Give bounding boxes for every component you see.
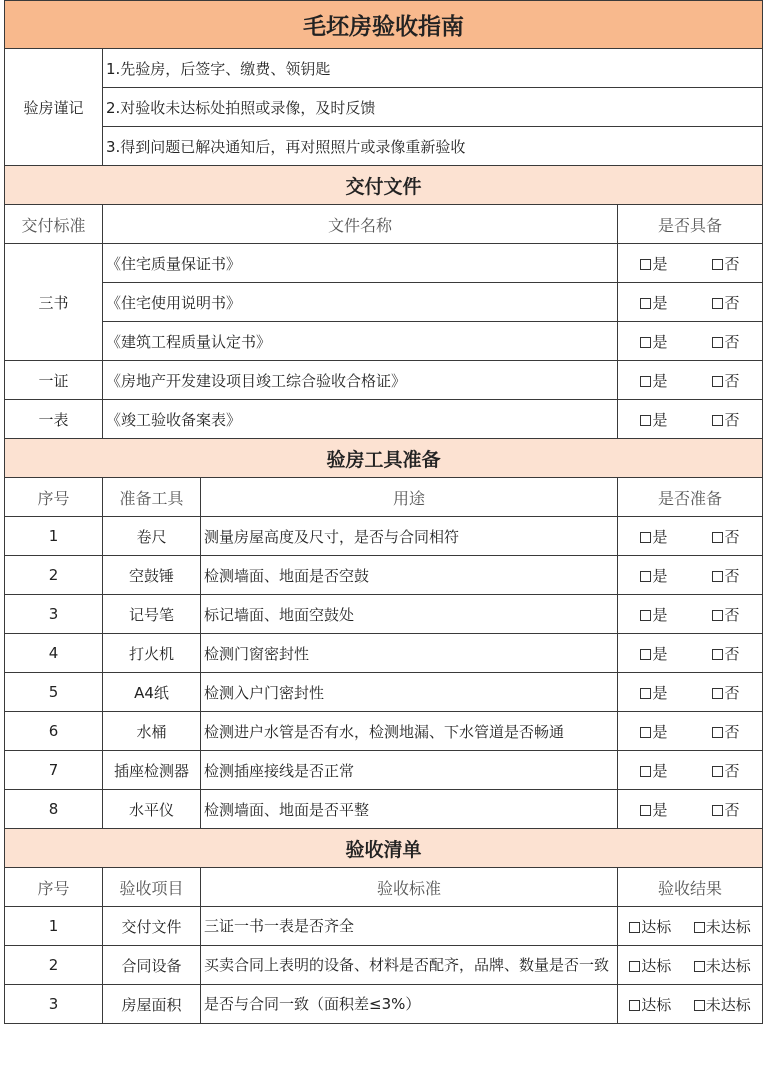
checkbox-label: 否 (724, 410, 740, 429)
column-header: 是否准备 (618, 478, 763, 517)
check-item: 房屋面积 (103, 985, 201, 1024)
checkbox-box[interactable] (694, 922, 705, 933)
tool-use: 检测入户门密封性 (201, 673, 618, 712)
checkbox-box[interactable] (629, 961, 640, 972)
checkbox-option[interactable] (629, 955, 671, 976)
tool-use: 检测门窗密封性 (201, 634, 618, 673)
page-title: 毛坯房验收指南 (5, 1, 763, 49)
checkbox-option[interactable] (712, 370, 739, 391)
tool-use: 测量房屋高度及尺寸，是否与合同相符 (201, 517, 618, 556)
checkbox-box[interactable] (712, 298, 723, 309)
tool-name: 打火机 (103, 634, 201, 673)
checkbox-label: 是 (652, 371, 668, 390)
row-number: 2 (5, 946, 103, 985)
checkbox-option[interactable] (640, 526, 667, 547)
checkbox-option[interactable] (712, 253, 739, 274)
checkbox-box[interactable] (712, 688, 723, 699)
checkbox-group (618, 370, 762, 391)
checkbox-option[interactable] (640, 721, 667, 742)
column-header: 验收项目 (103, 868, 201, 907)
checkbox-label: 否 (724, 254, 740, 273)
checkbox-group (618, 799, 762, 820)
checkbox-box[interactable] (640, 376, 651, 387)
section-title-documents: 交付文件 (5, 166, 763, 205)
column-header: 准备工具 (103, 478, 201, 517)
tool-name: A4纸 (103, 673, 201, 712)
column-header: 验收标准 (201, 868, 618, 907)
checkbox-label: 是 (652, 332, 668, 351)
tool-name: 插座检测器 (103, 751, 201, 790)
tool-use: 检测进户水管是否有水，检测地漏、下水管道是否畅通 (201, 712, 618, 751)
table-row (5, 907, 763, 946)
checkbox-group (618, 916, 762, 937)
checkbox-label: 达标 (641, 995, 672, 1014)
checkbox-box[interactable] (712, 337, 723, 348)
checkbox-cell (618, 712, 763, 751)
checkbox-group (618, 331, 762, 352)
checkbox-box[interactable] (640, 259, 651, 270)
checkbox-label: 是 (652, 410, 668, 429)
tool-name: 卷尺 (103, 517, 201, 556)
checkbox-label: 是 (652, 722, 668, 741)
checkbox-label: 是 (652, 605, 668, 624)
table-row (5, 634, 763, 673)
checkbox-box[interactable] (640, 766, 651, 777)
checkbox-cell (618, 283, 763, 322)
tool-use: 检测插座接线是否正常 (201, 751, 618, 790)
table-row (5, 673, 763, 712)
checkbox-group (618, 682, 762, 703)
checkbox-group (618, 604, 762, 625)
checkbox-label: 未达标 (705, 956, 751, 975)
checkbox-box[interactable] (640, 532, 651, 543)
checkbox-label: 达标 (641, 917, 672, 936)
checkbox-option[interactable] (640, 292, 667, 313)
checkbox-box[interactable] (694, 1000, 705, 1011)
checkbox-label: 否 (724, 683, 740, 702)
checkbox-label: 否 (724, 293, 740, 312)
checkbox-label: 达标 (641, 956, 672, 975)
checkbox-box[interactable] (712, 727, 723, 738)
checkbox-option[interactable] (640, 253, 667, 274)
row-number: 1 (5, 517, 103, 556)
checkbox-option[interactable] (640, 760, 667, 781)
checkbox-cell (618, 361, 763, 400)
document-standard: 一表 (5, 400, 103, 439)
checkbox-option[interactable] (694, 916, 751, 937)
document-standard: 一证 (5, 361, 103, 400)
table-row (5, 790, 763, 829)
row-number: 5 (5, 673, 103, 712)
checkbox-option[interactable] (712, 409, 739, 430)
row-number: 7 (5, 751, 103, 790)
check-standard: 买卖合同上表明的设备、材料是否配齐，品牌、数量是否一致 (201, 946, 618, 985)
check-item: 合同设备 (103, 946, 201, 985)
table-row (5, 985, 763, 1024)
checkbox-box[interactable] (629, 1000, 640, 1011)
note-item: 2.对验收未达标处拍照或录像，及时反馈 (103, 88, 763, 127)
column-header: 序号 (5, 868, 103, 907)
checkbox-box[interactable] (712, 805, 723, 816)
checkbox-box[interactable] (712, 649, 723, 660)
checkbox-option[interactable] (712, 721, 739, 742)
column-header: 文件名称 (103, 205, 618, 244)
document-name: 《房地产开发建设项目竣工综合验收合格证》 (103, 361, 618, 400)
table-row (5, 283, 763, 322)
checkbox-option[interactable] (694, 994, 751, 1015)
column-header: 用途 (201, 478, 618, 517)
checkbox-cell (618, 751, 763, 790)
checkbox-box[interactable] (694, 961, 705, 972)
checkbox-cell (618, 517, 763, 556)
check-standard: 是否与合同一致（面积差≤3%） (201, 985, 618, 1024)
row-number: 6 (5, 712, 103, 751)
checkbox-option[interactable] (640, 604, 667, 625)
checkbox-box[interactable] (640, 727, 651, 738)
checkbox-group (618, 994, 762, 1015)
checkbox-option[interactable] (640, 643, 667, 664)
checkbox-label: 否 (724, 722, 740, 741)
checkbox-box[interactable] (712, 766, 723, 777)
checkbox-label: 是 (652, 254, 668, 273)
tool-name: 空鼓锤 (103, 556, 201, 595)
column-header: 验收结果 (618, 868, 763, 907)
checkbox-option[interactable] (629, 994, 671, 1015)
checkbox-box[interactable] (712, 415, 723, 426)
checkbox-box[interactable] (712, 571, 723, 582)
checkbox-option[interactable] (640, 409, 667, 430)
checkbox-option[interactable] (712, 292, 739, 313)
tool-name: 水平仪 (103, 790, 201, 829)
tool-name: 记号笔 (103, 595, 201, 634)
checkbox-box[interactable] (640, 805, 651, 816)
row-number: 3 (5, 595, 103, 634)
checkbox-option[interactable] (712, 643, 739, 664)
checkbox-cell (618, 946, 763, 985)
checkbox-group (618, 565, 762, 586)
checkbox-label: 否 (724, 800, 740, 819)
column-header: 交付标准 (5, 205, 103, 244)
document-name: 《建筑工程质量认定书》 (103, 322, 618, 361)
checkbox-label: 是 (652, 683, 668, 702)
table-row (5, 712, 763, 751)
checkbox-cell (618, 400, 763, 439)
checkbox-box[interactable] (640, 298, 651, 309)
checkbox-label: 是 (652, 761, 668, 780)
row-number: 8 (5, 790, 103, 829)
checkbox-label: 否 (724, 371, 740, 390)
table-row (5, 751, 763, 790)
checkbox-cell (618, 322, 763, 361)
checkbox-box[interactable] (640, 649, 651, 660)
table-row (5, 322, 763, 361)
tool-use: 检测墙面、地面是否空鼓 (201, 556, 618, 595)
checkbox-label: 否 (724, 605, 740, 624)
note-item: 3.得到问题已解决通知后，再对照照片或录像重新验收 (103, 127, 763, 166)
checkbox-option[interactable] (712, 604, 739, 625)
checkbox-option[interactable] (712, 799, 739, 820)
checkbox-cell (618, 244, 763, 283)
checkbox-option[interactable] (712, 760, 739, 781)
checkbox-group (618, 292, 762, 313)
checkbox-option[interactable] (629, 916, 671, 937)
column-header: 序号 (5, 478, 103, 517)
row-number: 4 (5, 634, 103, 673)
table-row (5, 361, 763, 400)
checkbox-label: 否 (724, 566, 740, 585)
tool-use: 标记墙面、地面空鼓处 (201, 595, 618, 634)
checkbox-cell (618, 985, 763, 1024)
guide-table (4, 0, 763, 1024)
checkbox-label: 是 (652, 800, 668, 819)
checkbox-option[interactable] (712, 682, 739, 703)
checkbox-box[interactable] (640, 415, 651, 426)
checkbox-label: 否 (724, 761, 740, 780)
checkbox-box[interactable] (640, 571, 651, 582)
checkbox-box[interactable] (712, 532, 723, 543)
checkbox-option[interactable] (640, 370, 667, 391)
check-standard: 三证一书一表是否齐全 (201, 907, 618, 946)
checkbox-group (618, 721, 762, 742)
checkbox-option[interactable] (712, 565, 739, 586)
checkbox-option[interactable] (640, 565, 667, 586)
checkbox-label: 是 (652, 644, 668, 663)
checkbox-box[interactable] (640, 688, 651, 699)
checkbox-cell (618, 790, 763, 829)
row-number: 2 (5, 556, 103, 595)
table-row (5, 556, 763, 595)
checkbox-cell (618, 595, 763, 634)
checkbox-option[interactable] (712, 331, 739, 352)
checkbox-option[interactable] (694, 955, 751, 976)
column-header: 是否具备 (618, 205, 763, 244)
note-item: 1.先验房，后签字、缴费、领钥匙 (103, 49, 763, 88)
document-name: 《住宅使用说明书》 (103, 283, 618, 322)
section-title-checklist: 验收清单 (5, 829, 763, 868)
tool-use: 检测墙面、地面是否平整 (201, 790, 618, 829)
checkbox-cell (618, 907, 763, 946)
checkbox-box[interactable] (712, 259, 723, 270)
checkbox-label: 未达标 (705, 917, 751, 936)
inspection-sheet (4, 0, 762, 1024)
checkbox-box[interactable] (640, 337, 651, 348)
checkbox-option[interactable] (640, 682, 667, 703)
checkbox-option[interactable] (640, 799, 667, 820)
table-row (5, 400, 763, 439)
checkbox-label: 否 (724, 527, 740, 546)
table-row (5, 244, 763, 283)
document-standard: 三书 (5, 244, 103, 361)
checkbox-box[interactable] (640, 610, 651, 621)
checkbox-group (618, 955, 762, 976)
checkbox-label: 否 (724, 332, 740, 351)
table-row (5, 517, 763, 556)
checkbox-group (618, 760, 762, 781)
checkbox-label: 是 (652, 293, 668, 312)
row-number: 1 (5, 907, 103, 946)
checkbox-group (618, 409, 762, 430)
checkbox-cell (618, 673, 763, 712)
checkbox-label: 是 (652, 527, 668, 546)
checkbox-box[interactable] (712, 610, 723, 621)
check-item: 交付文件 (103, 907, 201, 946)
table-row (5, 946, 763, 985)
checkbox-group (618, 643, 762, 664)
checkbox-box[interactable] (712, 376, 723, 387)
section-title-tools: 验房工具准备 (5, 439, 763, 478)
checkbox-option[interactable] (712, 526, 739, 547)
checkbox-group (618, 253, 762, 274)
checkbox-cell (618, 634, 763, 673)
checkbox-group (618, 526, 762, 547)
document-name: 《住宅质量保证书》 (103, 244, 618, 283)
checkbox-cell (618, 556, 763, 595)
document-name: 《竣工验收备案表》 (103, 400, 618, 439)
checkbox-box[interactable] (629, 922, 640, 933)
table-row (5, 595, 763, 634)
row-number: 3 (5, 985, 103, 1024)
tool-name: 水桶 (103, 712, 201, 751)
checkbox-label: 是 (652, 566, 668, 585)
checkbox-option[interactable] (640, 331, 667, 352)
checkbox-label: 未达标 (705, 995, 751, 1014)
notes-label: 验房谨记 (5, 49, 103, 166)
checkbox-label: 否 (724, 644, 740, 663)
